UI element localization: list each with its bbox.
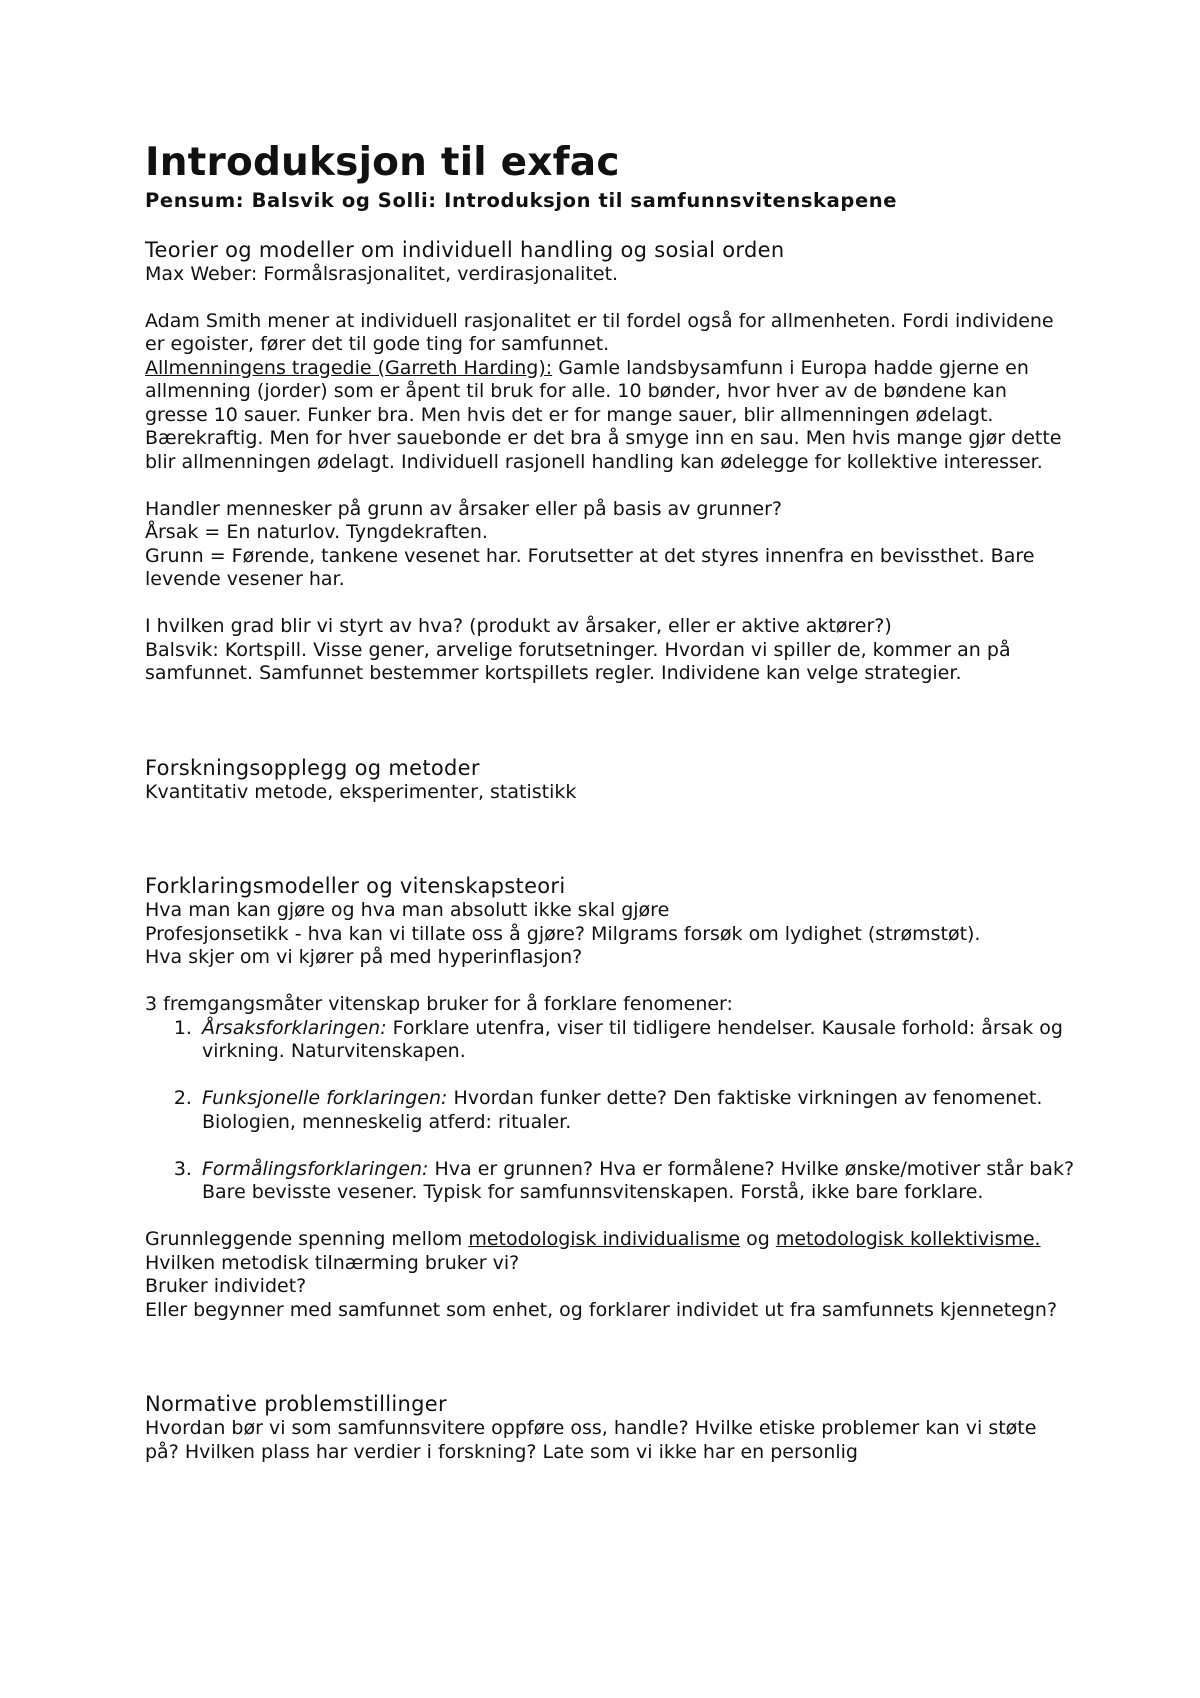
spacer [145,1322,1075,1392]
list-item-term: Funksjonelle forklaringen: [202,1087,448,1109]
methods-intro: 3 fremgangsmåter vitenskap bruker for å forklare fenomener: [145,993,733,1015]
ethics-line-3: Hva skjer om vi kjører på med hyperinflasjon? [145,946,583,968]
question-causes: Handler mennesker på grunn av årsaker eller på basis av grunner? [145,497,783,520]
term-kollektivisme: metodologisk kollektivisme. [775,1228,1041,1250]
question-control: I hvilken grad blir vi styrt av hva? (produkt av årsaker, eller er aktive aktører?) [145,615,892,637]
document-subtitle: Pensum: Balsvik og Solli: Introduksjon til samfunnsvitenskapene [145,189,898,212]
list-item-text: Forklare utenfra, viser til tidligere hendelser. Kausale forhold: årsak og virkning. Naturvitenskapen. [202,1016,1063,1062]
explanation-list [145,1017,1075,1205]
list-item-text: Hva er grunnen? Hva er formålene? Hvilke ønske/motiver står bak? Bare bevisste vesener. Typisk for samfunnsvitenskapen. Forstå, ikke bare forklare. [202,1157,1075,1203]
list-item [198,1087,1075,1134]
ethics-line-2: Profesjonsetikk - hva kan vi tillate oss å gjøre? Milgrams forsøk om lydighet (strømstøt). [145,922,981,945]
section-heading-normative: Normative problemstillinger [145,1392,447,1416]
society-line: Eller begynner med samfunnet som enhet, og forklarer individet ut fra samfunnets kjennetegn? [145,1298,1058,1321]
spacer [145,214,1075,238]
list-item-text: Hvordan funker dette? Den faktiske virkningen av fenomenet. Biologien, menneskelig atferd: ritualer. [202,1087,1043,1133]
document-page [145,140,1075,1464]
tragedy-text: Gamle landsbysamfunn i Europa hadde gjerne en allmenning (jorder) som er åpent til bruk for alle. 10 bønder, hvor hver av de bøndene kan gresse 10 sauer. Funker bra. Men hvis det er for mange sauer, blir allmenningen ødelagt. Bærekraftig. Men for hver sauebonde er det bra å smyge inn en sau. Men hvis mange gjør dette blir allmenningen ødelagt. Individuell rasjonell handling kan ødelegge for kollektive interesser. [145,356,1062,473]
tragedy-paragraph [145,357,1075,475]
spacer [145,686,1075,756]
weber-line: Max Weber: Formålsrasjonalitet, verdirasjonalitet. [145,262,619,285]
tension-mid: og [740,1228,776,1250]
spacer [145,592,1075,616]
balsvik-cardgame: Balsvik: Kortspill. Visse gener, arvelige forutsetninger. Hvordan vi spiller de, kommer an på samfunnet. Samfunnet bestemmer kortspillets regler. Individene kan velge strategier. [145,638,1011,684]
section-heading-forskning: Forskningsopplegg og metoder [145,755,480,780]
list-item [198,1158,1075,1205]
answer-reason: Grunn = Førende, tankene vesenet har. Forutsetter at det styres innenfra en bevissthet. Bare levende vesener har. [145,544,1035,590]
list-item [198,1017,1075,1064]
normative-paragraph: Hvordan bør vi som samfunnsvitere oppføre oss, handle? Hvilke etiske problemer kan vi støte på? Hvilken plass har verdier i forskning? Late som vi ikke har en personlig [145,1417,1037,1463]
ethics-line-1: Hva man kan gjøre og hva man absolutt ikke skal gjøre [145,899,670,921]
tension-pre: Grunnleggende spenning mellom [145,1228,469,1250]
list-item-term: Årsaksforklaringen: [202,1016,387,1039]
term-individualisme: metodologisk individualisme [468,1228,741,1250]
quantitative-line: Kvantitativ metode, eksperimenter, statistikk [145,780,577,803]
list-item-term: Formålingsforklaringen: [202,1157,429,1180]
individual-line: Bruker individet? [145,1275,307,1297]
tension-paragraph [145,1228,1075,1275]
tension-post: Hvilken metodisk tilnærming bruker vi? [145,1251,520,1274]
tragedy-label: Allmenningens tragedie (Garreth Harding): [145,356,553,379]
answer-cause: Årsak = En naturlov. Tyngdekraften. [145,521,488,543]
smith-paragraph: Adam Smith mener at individuell rasjonalitet er til fordel også for allmenheten. Fordi individene er egoister, fører det til gode ting for samfunnet. [145,309,1054,355]
document-title: Introduksjon til exfac [145,140,620,185]
spacer [145,474,1075,498]
spacer [145,286,1075,310]
spacer [145,804,1075,874]
spacer [145,970,1075,994]
section-heading-forklaring: Forklaringsmodeller og vitenskapsteori [145,874,566,898]
spacer [145,1205,1075,1229]
section-heading-teorier: Teorier og modeller om individuell handling og sosial orden [145,237,785,262]
